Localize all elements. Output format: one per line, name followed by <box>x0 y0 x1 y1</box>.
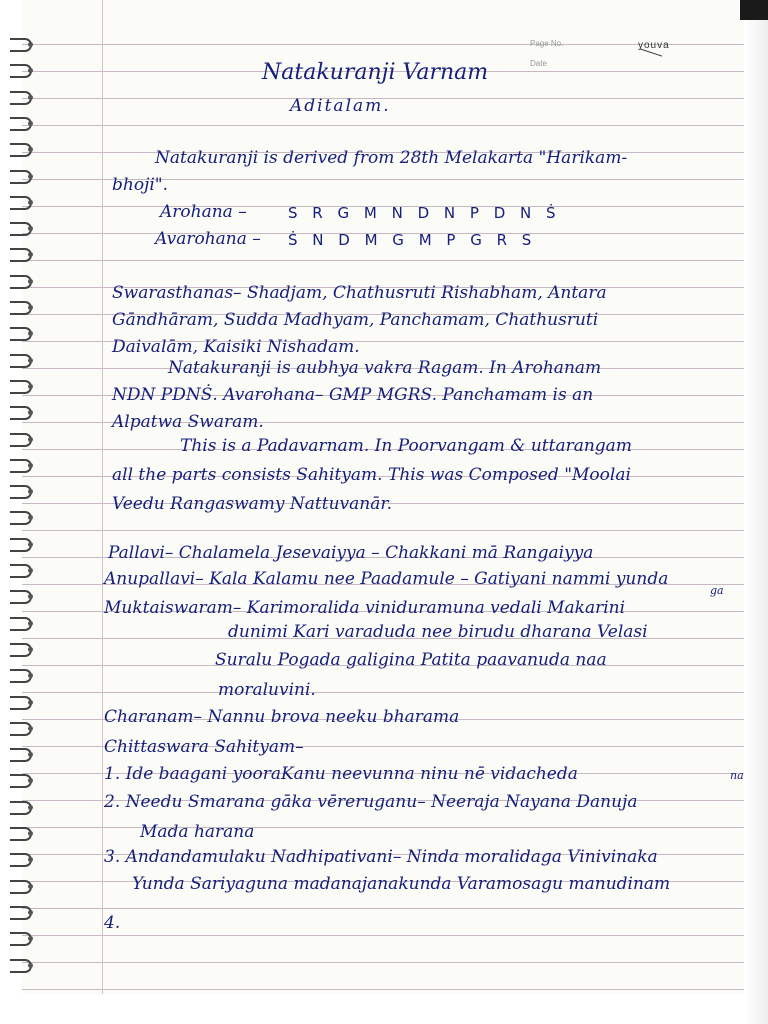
anupallavi-line: Anupallavi– Kala Kalamu nee Paadamule – Gatiyani nammi yunda <box>104 569 669 589</box>
arohana-label: Arohana – <box>160 202 247 222</box>
swarasthanas-line-2: Gāndhāram, Sudda Madhyam, Panchamam, Chathusruti <box>112 310 599 330</box>
sahityam-item-3b: Yunda Sariyaguna madanajanakunda Varamosagu manudinam <box>132 874 671 894</box>
charanam-line: Charanam– Nannu brova neeku bharama <box>104 707 460 727</box>
header-fields <box>530 34 563 74</box>
punch-hole <box>28 910 33 915</box>
vakra-line-1: Natakuranji is aubhya vakra Ragam. In Arohanam <box>168 358 602 378</box>
swarasthanas-line-3: Daivalām, Kaisiki Nishadam. <box>112 337 360 357</box>
margin-line <box>102 0 103 994</box>
punch-hole <box>28 542 33 547</box>
page-no-label: Page No. <box>530 39 564 48</box>
pallavi-line: Pallavi– Chalamela Jesevaiyya – Chakkani mā Rangaiyya <box>108 543 594 563</box>
vakra-line-2: NDN PDNṠ. Avarohana– GMP MGRS. Panchamam is an <box>112 385 594 405</box>
punch-hole <box>28 358 33 363</box>
punch-hole <box>28 884 33 889</box>
page-title: Natakuranji Varnam <box>262 60 489 85</box>
swarasthanas-line-1: Swarasthanas– Shadjam, Chathusruti Rishabham, Antara <box>112 283 607 303</box>
punch-hole <box>28 384 33 389</box>
punch-hole <box>28 568 33 573</box>
punch-hole <box>28 463 33 468</box>
punch-hole <box>28 805 33 810</box>
padavarnam-line-2: all the parts consists Sahityam. This was Composed "Moolai <box>112 465 631 485</box>
punch-hole <box>28 726 33 731</box>
punch-hole <box>28 279 33 284</box>
punch-hole <box>28 200 33 205</box>
sahityam-item-1: 1. Ide baagani yooraKanu neevunna ninu nē vidacheda <box>104 764 578 784</box>
page-edge-shadow <box>744 0 768 1024</box>
muktaiswaram-line-4: moraluvini. <box>218 680 316 700</box>
date-label: Date <box>530 59 547 68</box>
intro-line-2: bhoji". <box>112 175 168 195</box>
vakra-line-3: Alpatwa Swaram. <box>112 412 264 432</box>
chittaswara-label: Chittaswara Sahityam– <box>104 737 304 757</box>
muktaiswaram-line-2: dunimi Kari varaduda nee birudu dharana Velasi <box>228 622 648 642</box>
padavarnam-line-1: This is a Padavarnam. In Poorvangam & uttarangam <box>180 436 632 456</box>
brand-logo: youva <box>638 40 670 51</box>
sahityam-item-3: 3. Andandamulaku Nadhipativani– Ninda moralidaga Vinivinaka <box>104 847 658 867</box>
anupallavi-superscript: ga <box>710 584 724 597</box>
punch-hole <box>28 95 33 100</box>
punch-hole <box>28 831 33 836</box>
page-subtitle: Aditalam. <box>290 96 391 116</box>
sahityam-item-2: 2. Needu Smarana gāka vēreruganu– Neeraja Nayana Danuja <box>104 792 638 812</box>
arohana-notes: S R G M N D N P D N Ṡ <box>288 204 561 222</box>
punch-hole <box>28 647 33 652</box>
punch-hole <box>28 963 33 968</box>
sahityam-item-2b: Mada harana <box>140 822 255 842</box>
punch-hole <box>28 174 33 179</box>
intro-line-1: Natakuranji is derived from 28th Melakarta "Harikam- <box>155 148 628 168</box>
avarohana-notes: Ṡ N D M G M P G R S <box>288 231 537 249</box>
item-1-superscript: na <box>730 769 744 782</box>
punch-hole <box>28 121 33 126</box>
sahityam-item-4: 4. <box>104 913 121 933</box>
avarohana-label: Avarohana – <box>155 229 261 249</box>
punch-hole <box>28 700 33 705</box>
padavarnam-line-3: Veedu Rangaswamy Nattuvanār. <box>112 494 393 514</box>
punch-hole <box>28 42 33 47</box>
punch-hole <box>28 305 33 310</box>
muktaiswaram-line-3: Suralu Pogada galigina Patita paavanuda naa <box>215 650 607 670</box>
punch-hole <box>28 437 33 442</box>
punch-hole <box>28 621 33 626</box>
muktaiswaram-line-1: Muktaiswaram– Karimoralida viniduramuna vedali Makarini <box>104 598 626 618</box>
dark-corner <box>740 0 768 20</box>
